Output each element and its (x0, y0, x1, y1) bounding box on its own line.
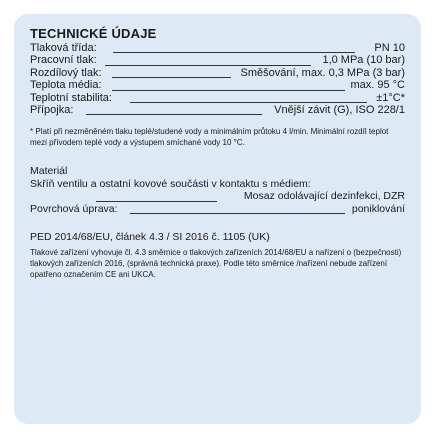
leader-line (112, 90, 345, 91)
spec-value: Směšování, max. 0,3 MPa (3 bar) (240, 66, 405, 79)
spec-value: Vnější závit (G), ISO 228/1 (274, 103, 405, 116)
spec-label: Rozdílový tlak: (30, 66, 102, 79)
material-surface-row (30, 203, 407, 215)
leader-line (96, 201, 217, 202)
leader-line (86, 114, 262, 115)
spec-row-media-temperature (30, 79, 407, 91)
ped-text: Tlakové zařízení vyhovuje čl. 4.3 směrnice o tlakových zařízeních 2014/68/EU a nařízení o (bezpečnosti) tlakových zařízeních 2016, (správná technická praxe). Podle této směrnice /nařízení nebude zařízení opatřeno označením CE ani UKCA. (30, 248, 402, 280)
material-surface-label: Povrchová úprava: (30, 202, 118, 215)
section-title: TECHNICKÉ ÚDAJE (30, 26, 157, 41)
spec-label: Teplota média: (30, 79, 102, 92)
material-surface-value: poniklování (351, 202, 405, 215)
spec-row-working-pressure (30, 54, 407, 66)
leader-line (130, 213, 345, 214)
spec-value: ±1°C* (376, 91, 405, 104)
spec-label: Pracovní tlak: (30, 54, 97, 67)
leader-line (112, 77, 231, 78)
leader-line (113, 52, 355, 53)
spec-label: Přípojka: (30, 103, 74, 116)
leader-line (105, 65, 311, 66)
material-body-label: Skříň ventilu a ostatní kovové součásti v kontaktu s médiem: (30, 177, 311, 190)
material-body-row (30, 190, 407, 202)
spec-row-differential-pressure (30, 67, 407, 79)
spec-value: 1,0 MPa (10 bar) (322, 54, 405, 67)
technical-data-panel (14, 14, 421, 424)
spec-value: PN 10 (374, 42, 405, 54)
spec-label: Tlaková třída: (30, 42, 97, 54)
leader-line (130, 102, 367, 103)
spec-value: max. 95 °C (350, 79, 405, 92)
spec-label: Teplotní stabilita: (30, 91, 112, 104)
spec-row-temperature-stability (30, 92, 407, 104)
footnote: * Platí při nezměněném tlaku teplé/studené vody a minimálním průtoku 4 l/min. Minimální rozdíl teplot mezi přívodem teplé vody a výstupem smíchané vody 10 °C. (30, 127, 389, 148)
spec-row-connection (30, 104, 407, 116)
material-body-value: Mosaz odolávající dezinfekci, DZR (243, 190, 405, 203)
material-heading: Materiál (30, 165, 68, 178)
spec-row-pressure-class (30, 42, 407, 54)
ped-heading: PED 2014/68/EU, článek 4.3 / SI 2016 č. 1105 (UK) (30, 230, 270, 243)
